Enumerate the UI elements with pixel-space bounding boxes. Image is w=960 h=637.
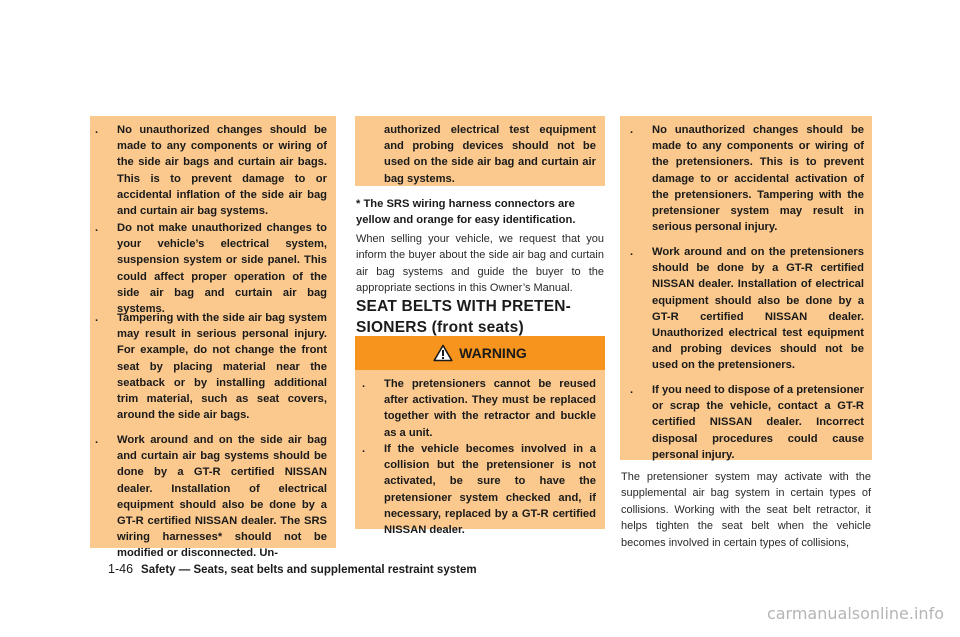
heading-line: SEAT BELTS WITH PRETEN-: [356, 298, 571, 315]
bullet-symbol: .: [630, 384, 634, 396]
body-paragraph: The pretensioner system may activate with the supplemental air bag system in certain types of collisions. Working with the seat belt retractor, it helps tighten the seat belt when the vehicle becomes involved in certain types of collisions,: [621, 471, 871, 549]
bullet-symbol: .: [95, 124, 99, 136]
bullet-symbol: .: [362, 443, 366, 455]
watermark: carmanualsonline.info: [766, 604, 944, 623]
footnote: * The SRS wiring harness connectors are yellow and orange for easy identification.: [356, 198, 576, 227]
section-heading: [356, 296, 606, 338]
bullet-text: If you need to dispose of a pretensioner or scrap the vehicle, contact a GT-R certified NISSAN dealer. Incorrect disposal procedures could cause personal injury.: [652, 384, 864, 461]
bullet-item: [95, 122, 327, 219]
page-footer: [108, 562, 477, 576]
bullet-item: [95, 220, 327, 317]
bullet-item: [362, 376, 596, 441]
bullet-text: If the vehicle becomes involved in a collision but the pretensioner is not activated, be sure to have the pretensioner system checked and, if necessary, replaced by a GT-R certified NISSAN dealer.: [384, 443, 596, 537]
heading-line: SIONERS (front seats): [356, 319, 524, 336]
warning-header: [355, 336, 605, 370]
bullet-symbol: .: [630, 246, 634, 258]
bullet-text: No unauthorized changes should be made to any components or wiring of the side air bags and curtain air bags. This is to prevent damage to or accidental inflation of the side air bag and curtain air bag systems.: [117, 124, 327, 218]
bullet-symbol: .: [95, 434, 99, 446]
bullet-item: [362, 441, 596, 538]
bullet-symbol: .: [362, 378, 366, 390]
bullet-text: No unauthorized changes should be made to any components or wiring of the pretensioners. This is to prevent damage to or accidental activation of the pretensioners. Tampering with the pretensioner system may result in serious personal injury.: [652, 124, 864, 234]
page-number: 1-46: [108, 562, 134, 576]
bullet-text: The pretensioners cannot be reused after activation. They must be replaced together with the retractor and buckle as a unit.: [384, 378, 596, 439]
bullet-symbol: .: [95, 222, 99, 234]
bullet-text: Tampering with the side air bag system may result in serious personal injury. For example, do not change the front seat by placing material near the seatback or by installing additional trim material, such as seat covers, around the side air bags.: [117, 312, 327, 422]
bullet-text: Do not make unauthorized changes to your vehicle’s electrical system, suspension system or side panel. This could affect proper operation of the side air bag and curtain air bag systems.: [117, 222, 327, 316]
continuation-text: authorized electrical test equipment and probing devices should not be used on the side air bag and curtain air bag systems.: [384, 124, 596, 185]
bullet-item: [630, 122, 864, 235]
bullet-text: Work around and on the side air bag and curtain air bag systems should be done by a GT-R certified NISSAN dealer. Installation of electrical equipment should also be done by a GT-R certified NISSAN dealer. The SRS wiring harnesses* should not be modified or disconnected. Un-: [117, 434, 327, 560]
bullet-item: [95, 432, 327, 562]
warning-title: WARNING: [459, 345, 527, 361]
body-paragraph: When selling your vehicle, we request that you inform the buyer about the side air bag and curtain air bag systems and guide the buyer to the appropriate sections in this Owner’s Manual.: [356, 233, 604, 295]
bullet-item: [630, 382, 864, 463]
bullet-item: [95, 310, 327, 423]
footer-title: Safety — Seats, seat belts and supplemental restraint system: [141, 564, 477, 576]
warning-triangle-icon: [433, 344, 453, 362]
bullet-symbol: .: [95, 312, 99, 324]
bullet-text: Work around and on the pretensioners should be done by a GT-R certified NISSAN dealer. Installation of electrical equipment should also be done by a GT-R certified NISSAN dealer. Unauthorized electrical test equipment and probing devices should not be used on the pretensioners.: [652, 246, 864, 372]
bullet-item: [630, 244, 864, 374]
bullet-symbol: .: [630, 124, 634, 136]
